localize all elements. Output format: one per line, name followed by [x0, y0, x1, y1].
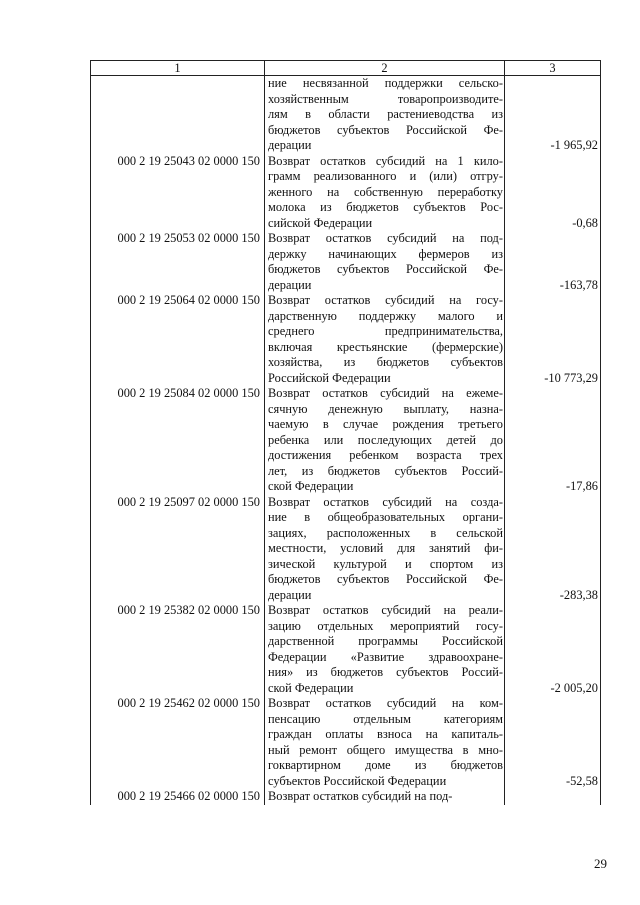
description-line: хозяйственным товаропроизводите- [268, 91, 503, 106]
description-line: лет, из бюджетов субъектов Россий- [268, 463, 503, 478]
table-row [91, 154, 601, 232]
page-number: 29 [594, 856, 607, 871]
description-line: чаемую в случае рождения третьего [268, 417, 503, 431]
description-line: лям в области растениеводства из [268, 107, 503, 121]
description-line: Возврат остатков субсидий на созда- [268, 494, 503, 509]
amount-value: -283,38 [505, 495, 601, 604]
description-line: зической культурой и спортом из [268, 556, 503, 571]
table-row [91, 495, 601, 604]
table-header [91, 61, 601, 76]
table-row [91, 76, 601, 154]
description-line: женного на собственную переработку [268, 184, 503, 199]
budget-code: 000 2 19 25043 02 0000 150 [91, 154, 265, 232]
description-line: достижения ребенком возраста трех [268, 448, 503, 462]
item-description [265, 386, 505, 495]
amount-value: -163,78 [505, 231, 601, 293]
table-body [91, 76, 601, 805]
description-line: дарственную поддержку малого и [268, 308, 503, 323]
description-line: бюджетов субъектов Российской Фе- [268, 262, 503, 276]
item-description [265, 603, 505, 696]
description-line: дерации [268, 277, 312, 292]
amount-value: -2 005,20 [505, 603, 601, 696]
description-line: ный ремонт общего имущества в мно- [268, 742, 503, 757]
budget-code: 000 2 19 25053 02 0000 150 [91, 231, 265, 293]
description-line: ребенка или последующих детей до [268, 432, 503, 447]
amount-value: -17,86 [505, 386, 601, 495]
budget-code [91, 76, 265, 154]
description-line: дерации [268, 138, 312, 152]
budget-code: 000 2 19 25097 02 0000 150 [91, 495, 265, 604]
description-line: ния» из бюджетов субъектов Россий- [268, 665, 503, 679]
column-header-1: 1 [91, 61, 265, 76]
description-line: Возврат остатков субсидий на госу- [268, 293, 503, 307]
amount-value: -0,68 [505, 154, 601, 232]
budget-code: 000 2 19 25462 02 0000 150 [91, 696, 265, 789]
description-line: Возврат остатков субсидий на под- [268, 789, 453, 803]
item-description [265, 231, 505, 293]
description-line: ской Федерации [268, 479, 354, 493]
item-description [265, 76, 505, 154]
amount-value: -52,58 [505, 696, 601, 789]
column-header-2: 2 [265, 61, 505, 76]
column-header-3: 3 [505, 61, 601, 76]
table-row [91, 789, 601, 805]
description-line: местности, условий для занятий фи- [268, 541, 503, 555]
description-line: Возврат остатков субсидий на 1 кило- [268, 153, 503, 168]
description-line: грамм реализованного и (или) отгру- [268, 169, 503, 183]
description-line: Возврат остатков субсидий на реали- [268, 603, 503, 617]
description-line: дерации [268, 587, 312, 602]
budget-code: 000 2 19 25084 02 0000 150 [91, 386, 265, 495]
table-row [91, 293, 601, 386]
description-line: бюджетов субъектов Российской Фе- [268, 122, 503, 137]
description-line: граждан оплаты взноса на капиталь- [268, 727, 503, 741]
description-line: ние в общеобразовательных органи- [268, 510, 503, 524]
item-description [265, 696, 505, 789]
description-line: ние несвязанной поддержки сельско- [268, 76, 503, 90]
description-line: включая крестьянские (фермерские) [268, 339, 503, 354]
description-line: Возврат остатков субсидий на ком- [268, 696, 503, 710]
description-line: среднего предпринимательства, [268, 324, 503, 338]
table-row [91, 231, 601, 293]
table-row [91, 696, 601, 789]
budget-table [90, 60, 601, 805]
description-line: держку начинающих фермеров из [268, 246, 503, 261]
description-line: пенсацию отдельным категориям [268, 711, 503, 726]
header-row [91, 61, 601, 76]
description-line: молока из бюджетов субъектов Рос- [268, 200, 503, 214]
amount-value: -10 773,29 [505, 293, 601, 386]
description-line: Возврат остатков субсидий на ежеме- [268, 386, 503, 400]
amount-value [505, 789, 601, 805]
description-line: бюджетов субъектов Российской Фе- [268, 572, 503, 586]
description-line: ской Федерации [268, 680, 354, 695]
item-description [265, 293, 505, 386]
budget-code: 000 2 19 25064 02 0000 150 [91, 293, 265, 386]
description-line: дарственной программы Российской [268, 634, 503, 648]
description-line: субъектов Российской Федерации [268, 773, 447, 788]
amount-value: -1 965,92 [505, 76, 601, 154]
description-line: Федерации «Развитие здравоохране- [268, 649, 503, 664]
description-line: зациях, расположенных в сельской [268, 525, 503, 540]
table-row [91, 603, 601, 696]
budget-code: 000 2 19 25466 02 0000 150 [91, 789, 265, 805]
description-line: сийской Федерации [268, 215, 373, 230]
description-line: хозяйства, из бюджетов субъектов [268, 355, 503, 369]
budget-code: 000 2 19 25382 02 0000 150 [91, 603, 265, 696]
item-description [265, 154, 505, 232]
table-row [91, 386, 601, 495]
description-line: Российской Федерации [268, 370, 391, 385]
description-line: сячную денежную выплату, назна- [268, 401, 503, 416]
item-description [265, 495, 505, 604]
description-line: гоквартирном доме из бюджетов [268, 758, 503, 772]
item-description [265, 789, 505, 805]
description-line: зацию отдельных мероприятий госу- [268, 618, 503, 633]
description-line: Возврат остатков субсидий на под- [268, 231, 503, 245]
